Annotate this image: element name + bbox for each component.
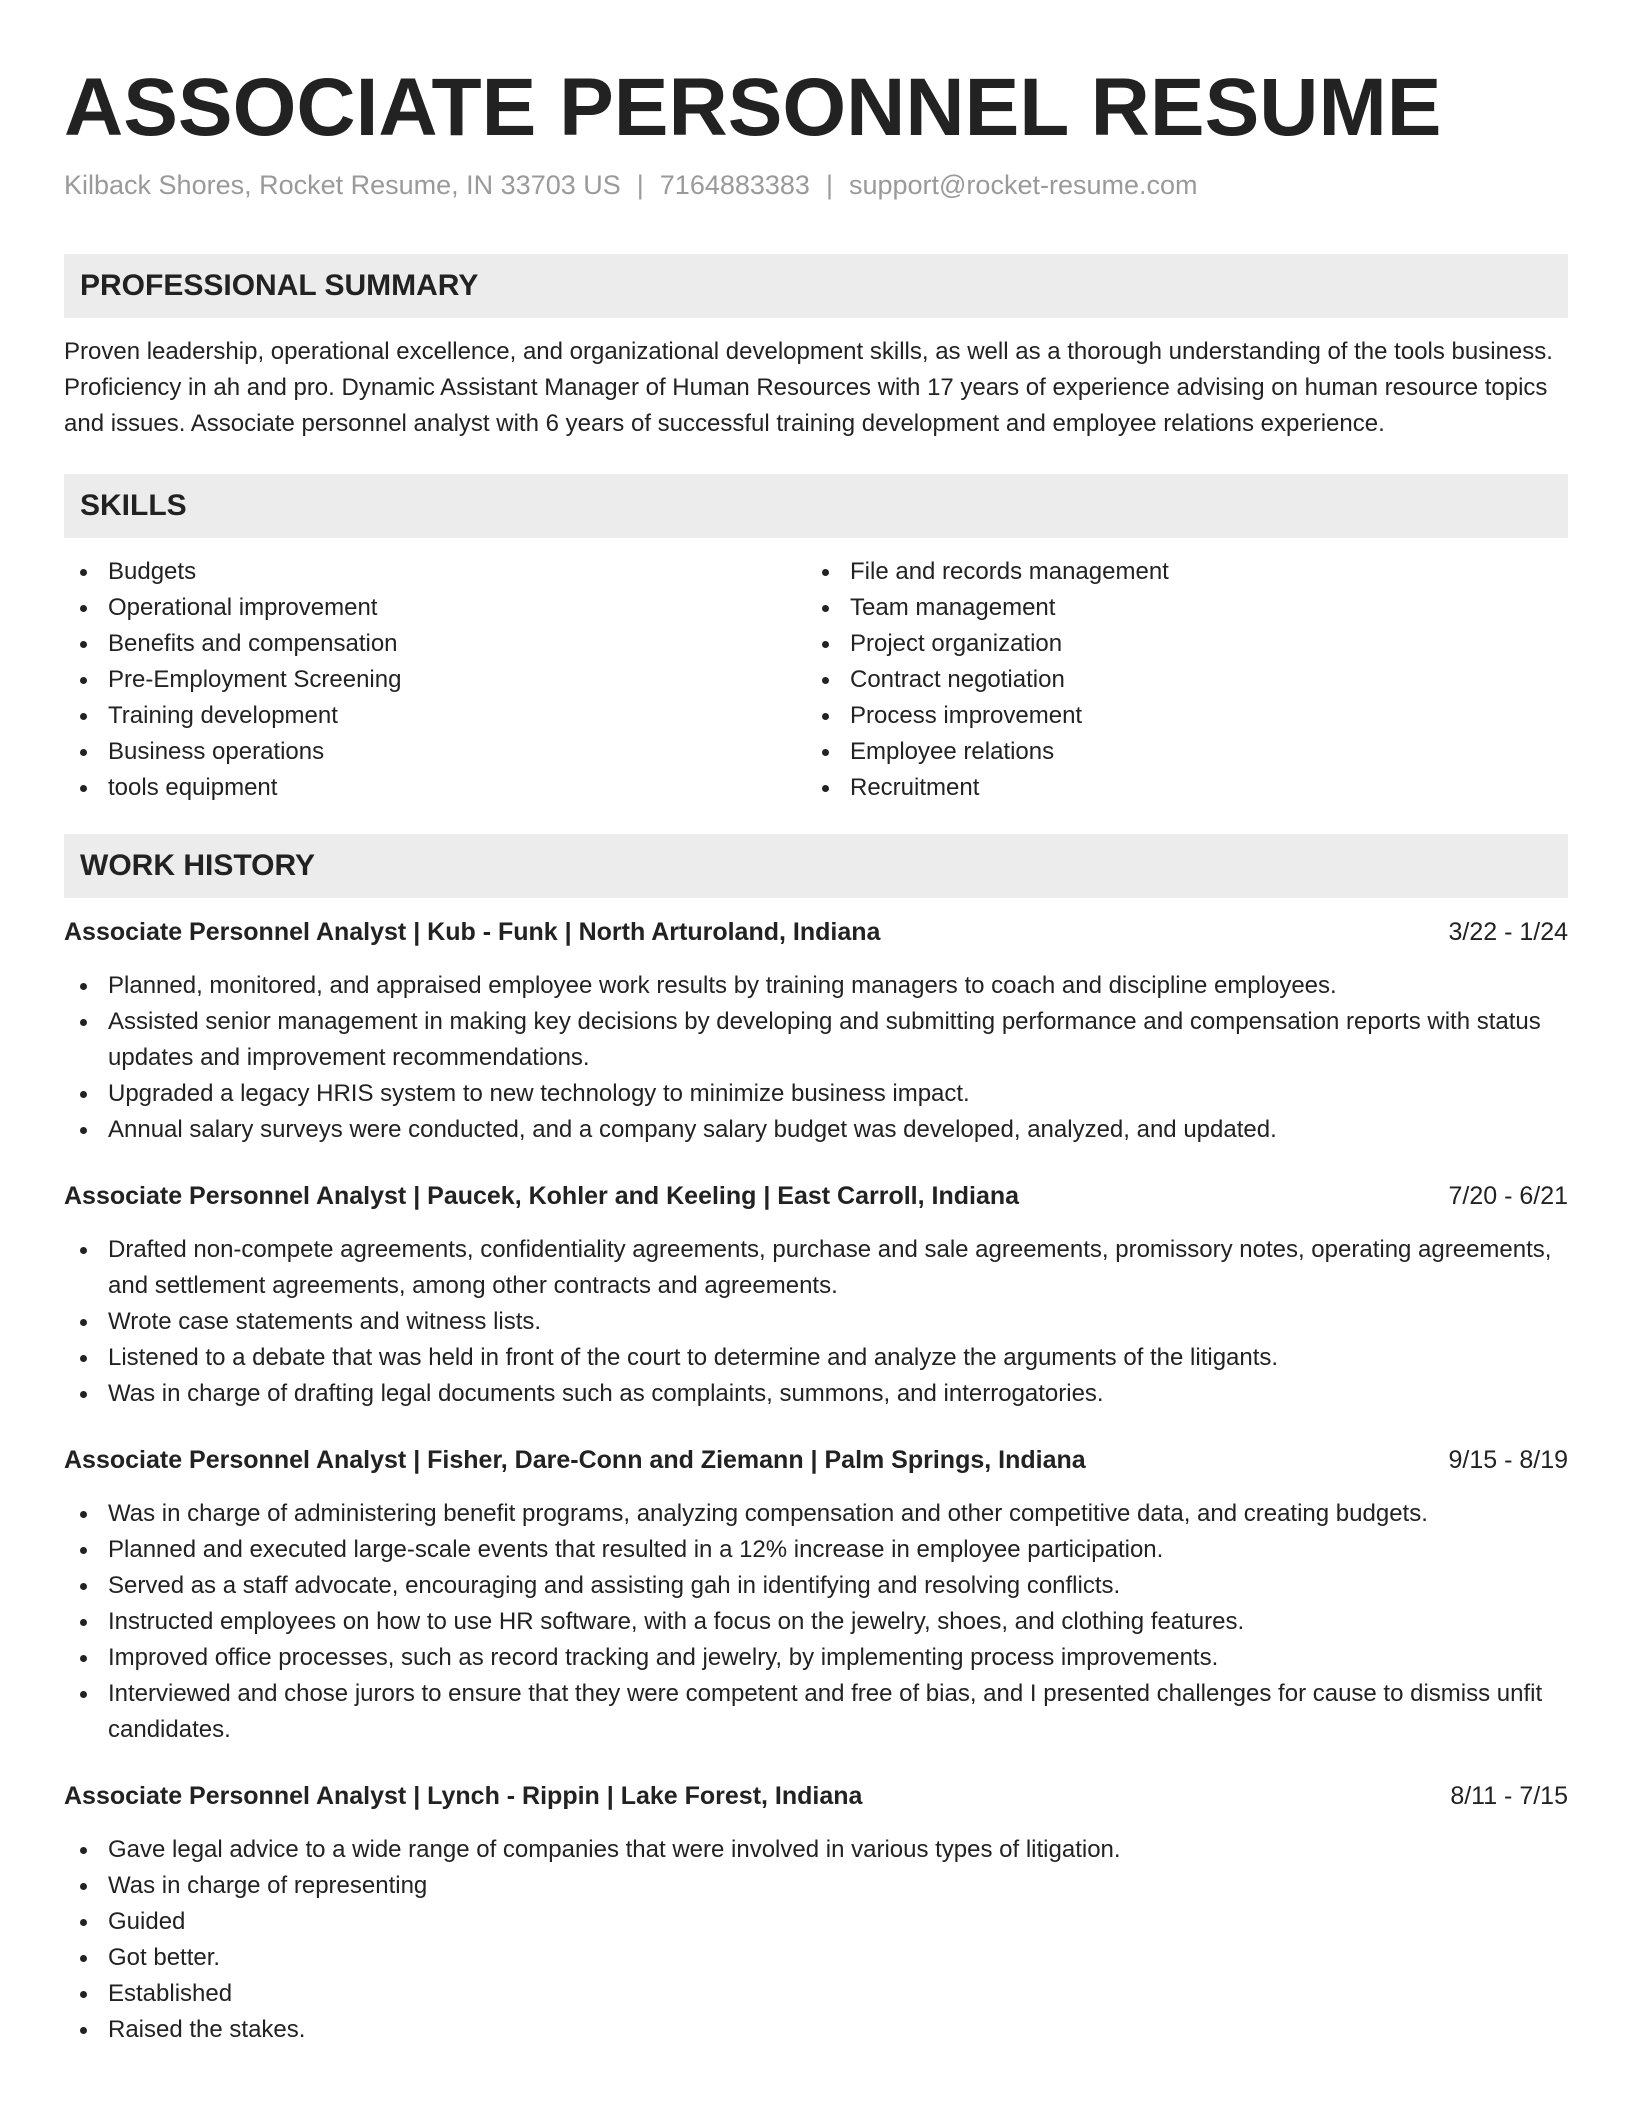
job-bullet: Assisted senior management in making key decisions by developing and submitting performance and compensation reports with status updates and improvement recommendations. [64,1004,1568,1076]
contact-separator: | [825,170,833,200]
job-bullet: Was in charge of drafting legal documents such as complaints, summons, and interrogatories. [64,1376,1568,1412]
job-bullet: Was in charge of representing [64,1868,1568,1904]
job-bullet: Annual salary surveys were conducted, and a company salary budget was developed, analyzed, and updated. [64,1112,1568,1148]
section-heading-summary: PROFESSIONAL SUMMARY [64,254,1568,318]
job-bullet: Got better. [64,1940,1568,1976]
skill-item: Recruitment [806,770,1548,806]
contact-address: Kilback Shores, Rocket Resume, IN 33703 US [64,170,621,200]
job-bullet: Instructed employees on how to use HR software, with a focus on the jewelry, shoes, and clothing features. [64,1604,1568,1640]
skill-item: Budgets [64,554,806,590]
job-header [64,1442,1568,1478]
job-entry [64,1178,1568,1412]
section-heading-work-history: WORK HISTORY [64,834,1568,898]
job-bullet: Guided [64,1904,1568,1940]
job-header [64,1178,1568,1214]
job-bullet: Planned and executed large-scale events that resulted in a 12% increase in employee participation. [64,1532,1568,1568]
job-bullets [64,1832,1568,2048]
section-heading-skills: SKILLS [64,474,1568,538]
resume-title: ASSOCIATE PERSONNEL RESUME [64,62,1442,153]
contact-line [64,168,1568,202]
job-bullet: Gave legal advice to a wide range of companies that were involved in various types of litigation. [64,1832,1568,1868]
job-title: Associate Personnel Analyst | Kub - Funk | North Arturoland, Indiana [64,918,881,946]
job-bullet: Interviewed and chose jurors to ensure that they were competent and free of bias, and I presented challenges for cause to dismiss unfit candidates. [64,1676,1568,1748]
job-dates: 9/15 - 8/19 [1448,1446,1568,1474]
job-bullets [64,1496,1568,1748]
job-entry [64,1442,1568,1748]
job-bullet: Was in charge of administering benefit programs, analyzing compensation and other competitive data, and creating budgets. [64,1496,1568,1532]
skill-item: Benefits and compensation [64,626,806,662]
contact-separator: | [636,170,644,200]
job-bullets [64,968,1568,1148]
skill-item: Employee relations [806,734,1548,770]
skill-item: tools equipment [64,770,806,806]
skill-item: Process improvement [806,698,1548,734]
summary-text: Proven leadership, operational excellence, and organizational development skills, as well as a thorough understanding of the tools business. Proficiency in ah and pro. Dynamic Assistant Manager of Human Resources with 17 years of experience advising on human resource topics and issues. Associate personnel analyst with 6 years of successful training development and employee relations experience. [64,338,1553,437]
skills-grid [64,554,1568,806]
job-bullet: Upgraded a legacy HRIS system to new technology to minimize business impact. [64,1076,1568,1112]
job-dates: 3/22 - 1/24 [1448,918,1568,946]
job-bullet: Listened to a debate that was held in front of the court to determine and analyze the arguments of the litigants. [64,1340,1568,1376]
job-header [64,914,1568,950]
skill-item: Pre-Employment Screening [64,662,806,698]
job-bullet: Drafted non-compete agreements, confidentiality agreements, purchase and sale agreements, promissory notes, operating agreements, and settlement agreements, among other contracts and agreements. [64,1232,1568,1304]
job-entry [64,1778,1568,2048]
contact-phone: 7164883383 [659,170,810,200]
job-title: Associate Personnel Analyst | Lynch - Rippin | Lake Forest, Indiana [64,1782,863,1810]
job-bullet: Planned, monitored, and appraised employee work results by training managers to coach and discipline employees. [64,968,1568,1004]
job-dates: 7/20 - 6/21 [1448,1182,1568,1210]
skill-item: Project organization [806,626,1548,662]
skill-item: Business operations [64,734,806,770]
job-bullet: Served as a staff advocate, encouraging and assisting gah in identifying and resolving conflicts. [64,1568,1568,1604]
resume-page [64,0,1568,2048]
job-header [64,1778,1568,1814]
skill-item: Training development [64,698,806,734]
skill-item: File and records management [806,554,1548,590]
job-bullet: Raised the stakes. [64,2012,1568,2048]
skill-item: Operational improvement [64,590,806,626]
job-entry [64,914,1568,1148]
skill-item: Team management [806,590,1548,626]
job-bullet: Improved office processes, such as record tracking and jewelry, by implementing process improvements. [64,1640,1568,1676]
skills-column-left [64,554,806,806]
job-dates: 8/11 - 7/15 [1450,1782,1568,1810]
job-title: Associate Personnel Analyst | Paucek, Kohler and Keeling | East Carroll, Indiana [64,1182,1020,1210]
job-bullet: Established [64,1976,1568,2012]
job-title: Associate Personnel Analyst | Fisher, Dare-Conn and Ziemann | Palm Springs, Indiana [64,1446,1086,1474]
skill-item: Contract negotiation [806,662,1548,698]
skills-column-right [806,554,1548,806]
job-bullets [64,1232,1568,1412]
contact-email[interactable]: support@rocket-resume.com [848,170,1198,200]
job-bullet: Wrote case statements and witness lists. [64,1304,1568,1340]
